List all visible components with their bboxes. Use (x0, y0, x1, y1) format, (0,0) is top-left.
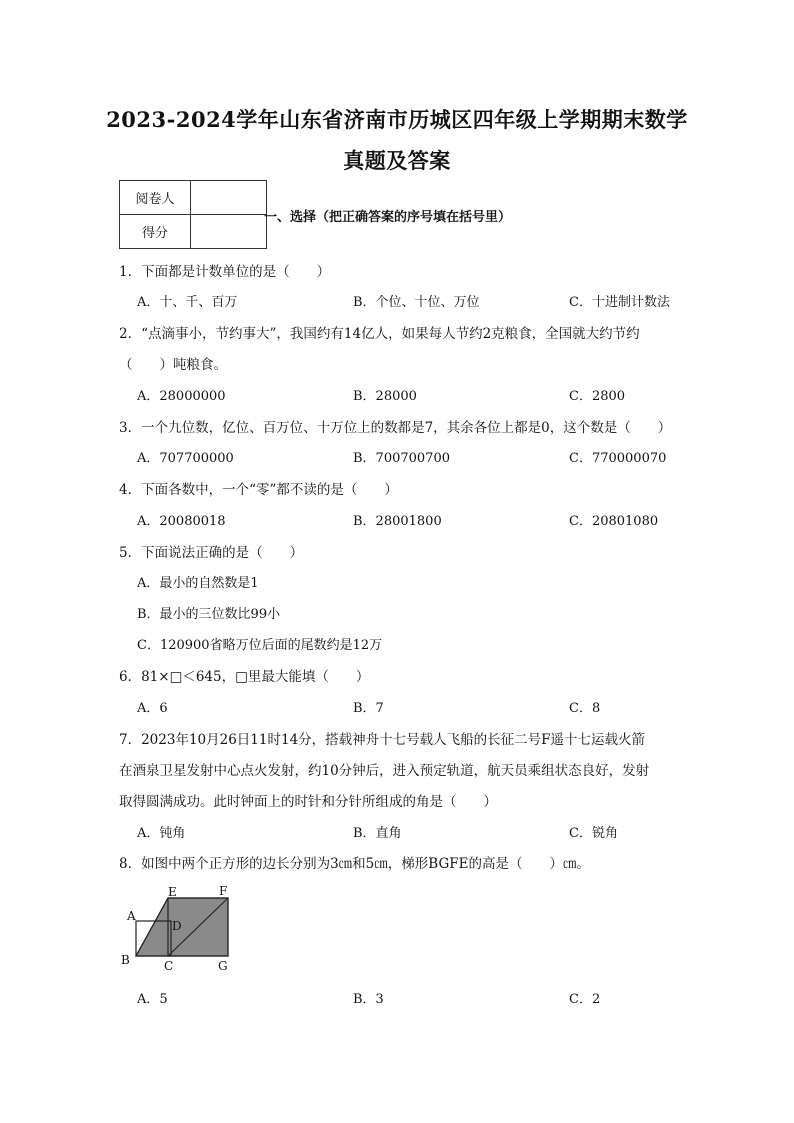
question-3: 3．一个九位数，亿位、百万位、十万位上的数都是7，其余各位上都是0，这个数是（ ） (119, 420, 672, 436)
question-5: 5．下面说法正确的是（ ） (119, 545, 304, 561)
question-7-line1: 7．2023年10月26日11时14分，搭载神舟十七号载人飞船的长征二号F遥十七运载火箭 (119, 732, 646, 748)
q7-option-c[interactable]: C．锐角 (569, 826, 618, 841)
trapezoid-bgfe (136, 898, 228, 956)
question-6: 6．81×□＜645，□里最大能填（ ） (119, 669, 370, 685)
label-g: G (218, 959, 228, 972)
q3-option-c[interactable]: C．770000070 (569, 451, 667, 466)
q1-option-a[interactable]: A．十、千、百万 (137, 295, 238, 310)
label-b: B (121, 953, 130, 967)
question-4: 4．下面各数中，一个“零”都不读的是（ ） (119, 482, 398, 498)
q4-option-c[interactable]: C．20801080 (569, 514, 659, 529)
label-e: E (168, 885, 177, 899)
q1-option-b[interactable]: B．个位、十位、万位 (353, 295, 480, 310)
q7-option-b[interactable]: B．直角 (353, 826, 402, 841)
reviewer-cell[interactable] (191, 181, 267, 215)
page-title-line1: 2023-2024学年山东省济南市历城区四年级上学期期末数学 (106, 107, 688, 132)
score-table (119, 180, 267, 249)
q2-option-a[interactable]: A．28000000 (137, 389, 226, 404)
question-8: 8．如图中两个正方形的边长分别为3㎝和5㎝，梯形BGFE的高是（ ）㎝。 (119, 856, 590, 872)
q5-option-b[interactable]: B．最小的三位数比99小 (137, 607, 281, 622)
q5-option-a[interactable]: A．最小的自然数是1 (137, 576, 259, 591)
reviewer-label: 阅卷人 (120, 181, 191, 215)
question-1: 1．下面都是计数单位的是（ ） (119, 264, 331, 280)
q8-option-b[interactable]: B．3 (353, 992, 384, 1007)
q8-option-c[interactable]: C．2 (569, 992, 601, 1007)
q4-option-b[interactable]: B．28001800 (353, 514, 442, 529)
question-2-line2: （ ）吨粮食。 (119, 357, 227, 373)
q7-option-a[interactable]: A．钝角 (137, 826, 186, 841)
page-title-line2: 真题及答案 (343, 148, 451, 173)
score-cell[interactable] (191, 215, 267, 249)
label-a: A (127, 909, 136, 923)
q6-option-b[interactable]: B．7 (353, 701, 384, 716)
q6-option-c[interactable]: C．8 (569, 701, 601, 716)
label-f: F (219, 884, 228, 898)
q4-option-a[interactable]: A．20080018 (137, 514, 226, 529)
q8-option-a[interactable]: A．5 (137, 992, 168, 1007)
score-label: 得分 (120, 215, 191, 249)
question-7-line2: 在酒泉卫星发射中心点火发射，约10分钟后，进入预定轨道，航天员乘组状态良好，发射 (119, 763, 650, 779)
squares-trapezoid-figure (118, 884, 238, 972)
question-7-line3: 取得圆满成功。此时钟面上的时针和分针所组成的角是（ ） (119, 794, 497, 810)
q2-option-b[interactable]: B．28000 (353, 389, 417, 404)
q6-option-a[interactable]: A．6 (137, 701, 168, 716)
label-d: D (172, 919, 182, 933)
q3-option-b[interactable]: B．700700700 (353, 451, 450, 466)
q2-option-c[interactable]: C．2800 (569, 389, 626, 404)
section-title: 一、选择（把正确答案的序号填在括号里） (264, 210, 512, 225)
question-2-line1: 2．“点滴事小，节约事大”，我国约有14亿人，如果每人节约2克粮食，全国就大约节约 (119, 326, 640, 342)
q1-option-c[interactable]: C．十进制计数法 (569, 295, 670, 310)
label-c: C (164, 959, 174, 972)
q5-option-c[interactable]: C．120900省略万位后面的尾数约是12万 (137, 638, 383, 653)
q3-option-a[interactable]: A．707700000 (137, 451, 234, 466)
